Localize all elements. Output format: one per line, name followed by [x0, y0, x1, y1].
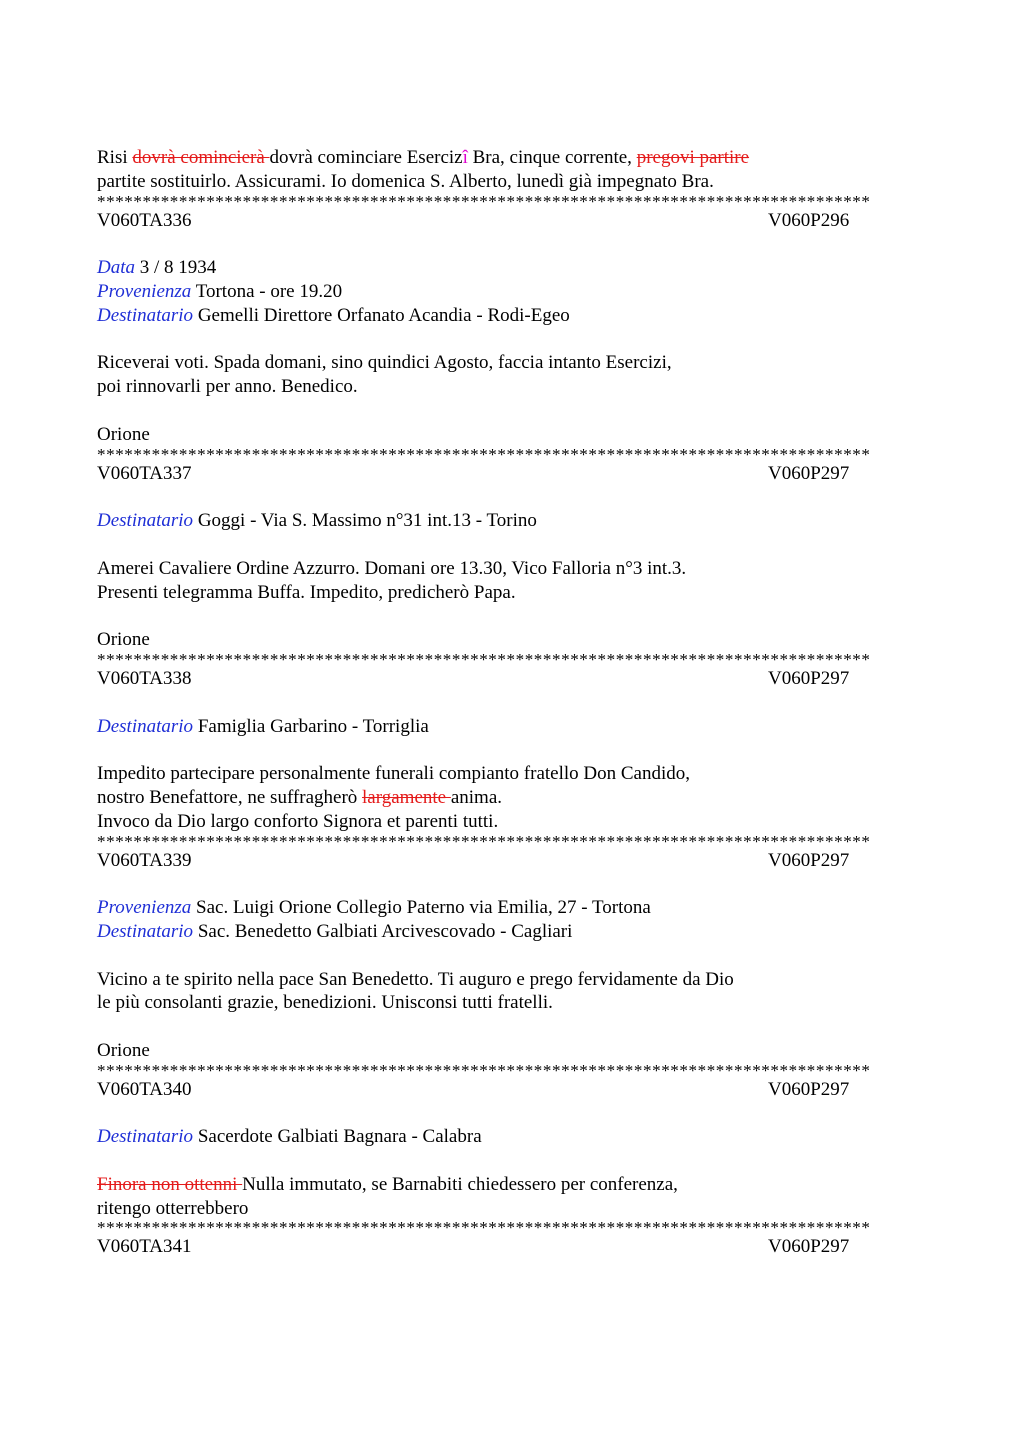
body-line — [97, 1173, 927, 1197]
document-code: V060TA341 — [97, 1236, 192, 1258]
meta-line — [97, 715, 927, 739]
text-run: Risi — [97, 147, 133, 168]
archive-code-row — [97, 1078, 927, 1102]
blank-line — [97, 485, 927, 509]
meta-label: Provenienza — [97, 280, 192, 302]
page-code: V060P297 — [768, 462, 850, 484]
text-run: ritengo otterrebbero — [97, 1197, 249, 1219]
archive-code-row — [97, 209, 927, 233]
archive-code-row — [97, 849, 927, 873]
page-code: V060P297 — [768, 849, 850, 871]
separator-line: ************************************************************************************* — [97, 651, 871, 667]
archive-code-row — [97, 667, 927, 691]
meta-label: Destinatario — [97, 304, 194, 326]
meta-line — [97, 280, 927, 304]
signature: Orione — [97, 629, 150, 651]
text-run: Amerei Cavaliere Ordine Azzurro. Domani ore 13.30, Vico Falloria n°3 int.3. — [97, 557, 687, 579]
blank-line — [97, 399, 927, 423]
blank-line — [97, 872, 927, 896]
blank-line — [97, 604, 927, 628]
intro-line-2: partite sostituirlo. Assicurami. Io domenica S. Alberto, lunedì già impegnato Bra. — [97, 170, 714, 192]
body-line — [97, 581, 927, 605]
deleted-text: largamente — [362, 786, 451, 808]
separator-line: ************************************************************************************* — [97, 193, 871, 209]
blank-line — [97, 944, 927, 968]
meta-line — [97, 896, 927, 920]
body-line — [97, 375, 927, 399]
meta-line — [97, 509, 927, 533]
body-line — [97, 351, 927, 375]
meta-value: Sac. Benedetto Galbiati Arcivescovado - Cagliari — [193, 920, 573, 942]
text-run: Invoco da Dio largo conforto Signora et parenti tutti. — [97, 810, 499, 832]
blank-line — [97, 328, 927, 352]
meta-value: Sacerdote Galbiati Bagnara - Calabra — [193, 1126, 482, 1148]
blank-line — [97, 533, 927, 557]
inserted-mark: î — [462, 147, 468, 168]
meta-label: Data — [97, 257, 135, 279]
text-run: Riceverai voti. Spada domani, sino quindici Agosto, faccia intanto Esercizi, — [97, 352, 672, 374]
page-code: V060P297 — [768, 1236, 850, 1258]
separator-line: ************************************************************************************* — [97, 1220, 871, 1236]
archive-code-row — [97, 462, 927, 486]
text-run: le più consolanti grazie, benedizioni. Unisconsi tutti fratelli. — [97, 992, 553, 1014]
meta-label: Destinatario — [97, 510, 194, 532]
meta-line — [97, 920, 927, 944]
body-line — [97, 810, 927, 834]
blank-line — [97, 1015, 927, 1039]
text-run: nostro Benefattore, ne suffragherò — [97, 786, 363, 808]
separator-line: ************************************************************************************* — [97, 1062, 871, 1078]
text-run: Nulla immutato, se Barnabiti chiedessero per conferenza, — [242, 1173, 678, 1195]
text-run: poi rinnovarli per anno. Benedico. — [97, 376, 358, 398]
meta-label: Destinatario — [97, 715, 194, 737]
body-line — [97, 1197, 927, 1221]
meta-line — [97, 1125, 927, 1149]
text-run: Vicino a te spirito nella pace San Benedetto. Ti auguro e prego fervidamente da Dio — [97, 968, 734, 990]
body-line — [97, 991, 927, 1015]
text-run: Impedito partecipare personalmente funerali compianto fratello Don Candido, — [97, 763, 691, 785]
meta-value: Gemelli Direttore Orfanato Acandia - Rodi-Egeo — [193, 304, 570, 326]
deleted-text: dovrà comincierà — [132, 147, 270, 168]
meta-label: Provenienza — [97, 897, 192, 919]
body-line — [97, 786, 927, 810]
blank-line — [97, 1101, 927, 1125]
intro-line-1 — [97, 146, 927, 170]
document-code: V060TA337 — [97, 462, 192, 484]
blank-line — [97, 1149, 927, 1173]
meta-label: Destinatario — [97, 1126, 194, 1148]
text-run: Presenti telegramma Buffa. Impedito, predicherò Papa. — [97, 581, 516, 603]
document-page — [97, 146, 927, 1259]
body-line — [97, 762, 927, 786]
text-run: Bra, cinque corrente, — [467, 147, 637, 168]
blank-line — [97, 232, 927, 256]
signature: Orione — [97, 1039, 150, 1061]
body-line — [97, 968, 927, 992]
text-run: dovrà cominciare Eserciz — [269, 147, 463, 168]
deleted-text: Finora non ottenni — [97, 1173, 243, 1195]
signature: Orione — [97, 423, 150, 445]
meta-value: Famiglia Garbarino - Torriglia — [193, 715, 429, 737]
page-code: V060P296 — [768, 209, 850, 231]
body-line — [97, 557, 927, 581]
document-code: V060TA336 — [97, 209, 192, 231]
archive-code-row — [97, 1235, 927, 1259]
meta-value: Goggi - Via S. Massimo n°31 int.13 - Torino — [193, 510, 537, 532]
deleted-text: pregovi partire — [636, 147, 750, 168]
meta-value: Sac. Luigi Orione Collegio Paterno via Emilia, 27 - Tortona — [191, 897, 651, 919]
document-code: V060TA340 — [97, 1078, 192, 1100]
blank-line — [97, 691, 927, 715]
separator-line: ************************************************************************************* — [97, 446, 871, 462]
meta-value: 3 / 8 1934 — [135, 257, 217, 279]
document-code: V060TA339 — [97, 849, 192, 871]
meta-line — [97, 256, 927, 280]
page-code: V060P297 — [768, 1078, 850, 1100]
text-run: anima. — [450, 786, 503, 808]
separator-line: ************************************************************************************* — [97, 833, 871, 849]
page-code: V060P297 — [768, 667, 850, 689]
meta-line — [97, 304, 927, 328]
meta-label: Destinatario — [97, 920, 194, 942]
blank-line — [97, 738, 927, 762]
document-code: V060TA338 — [97, 667, 192, 689]
meta-value: Tortona - ore 19.20 — [191, 280, 343, 302]
